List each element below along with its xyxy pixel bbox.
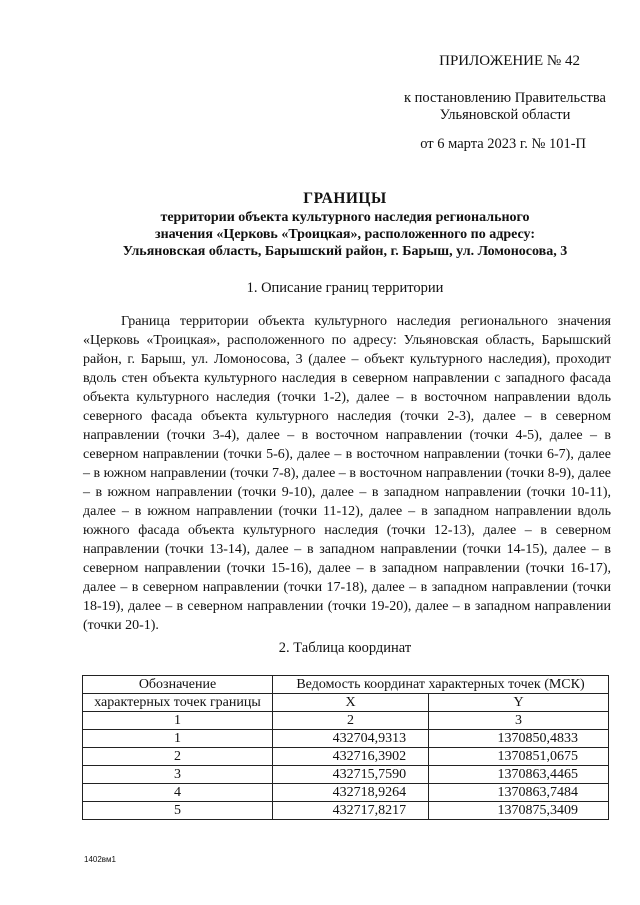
col-header-point: Обозначение xyxy=(83,676,273,694)
boundary-description: Граница территории объекта культурного наследия регионального значения «Церковь «Троицкая», расположенного по адресу: Ульяновская область, Барышский район, г. Барыш, ул. Ломоносова, 3 (далее – объект культурного наследия), проходит вдоль стен объекта культурного наследия в северном направлении с западного фасада объекта культурного наследия (точки 1-2), далее – в восточном направлении вдоль северного фасада объекта культурного наследия (точки 2-3), далее – в северном направлении (точки 3-4), далее – в восточном направлении (точки 4-5), далее – в северном направлении (точки 5-6), далее – в восточном направлении (точки 6-7), далее – в южном направлении (точки 7-8), далее – в восточном направлении (точки 8-9), далее – в южном направлении (точки 9-10), далее – в западном направлении (точки 10-11), далее – в южном направлении (точки 11-12), далее – в западном направлении вдоль южного фасада объекта культурного наследия (точки 12-13), далее – в северном направлении (точки 13-14), далее – в западном направлении (точки 14-15), далее – в северном направлении (точки 15-16), далее – в западном направлении (точки 16-17), далее – в северном направлении (точки 17-18), далее – в западном направлении (точки 18-19), далее – в северном направлении (точки 19-20), далее – в западном направлении (точки 20-1). xyxy=(83,314,611,633)
table-row xyxy=(83,748,609,766)
col-number: 1 xyxy=(83,712,273,730)
col-header-point-sub: характерных точек границы xyxy=(83,694,273,712)
col-number: 2 xyxy=(273,712,429,730)
point-x: 432704,9313 xyxy=(273,730,429,748)
document-code: 1402вм1 xyxy=(84,855,116,864)
resolution-line-1: к постановлению Правительства xyxy=(404,90,606,106)
point-x: 432715,7590 xyxy=(273,766,429,784)
point-x: 432716,3902 xyxy=(273,748,429,766)
table-header-row xyxy=(83,694,609,712)
table-row xyxy=(83,766,609,784)
section-1-heading: 1. Описание границ территории xyxy=(246,280,444,296)
table-header-row xyxy=(83,676,609,694)
resolution-reference xyxy=(404,90,606,124)
document-subtitle xyxy=(60,209,630,260)
col-number: 3 xyxy=(429,712,609,730)
col-header-coordinates: Ведомость координат характерных точек (МСК) xyxy=(273,676,609,694)
resolution-date: от 6 марта 2023 г. № 101-П xyxy=(420,136,586,152)
coordinates-table xyxy=(82,675,609,820)
subtitle-line-2: значения «Церковь «Троицкая», расположенного по адресу: xyxy=(154,227,536,242)
subtitle-line-1: территории объекта культурного наследия регионального xyxy=(160,210,530,225)
point-id: 2 xyxy=(83,748,273,766)
point-y: 1370875,3409 xyxy=(429,802,609,820)
point-y: 1370850,4833 xyxy=(429,730,609,748)
subtitle-line-3: Ульяновская область, Барышский район, г. Барыш, ул. Ломоносова, 3 xyxy=(122,244,568,259)
resolution-line-2: Ульяновской области xyxy=(439,107,571,123)
point-id: 4 xyxy=(83,784,273,802)
point-y: 1370863,7484 xyxy=(429,784,609,802)
point-x: 432717,8217 xyxy=(273,802,429,820)
table-row xyxy=(83,784,609,802)
table-row xyxy=(83,802,609,820)
table-number-row xyxy=(83,712,609,730)
table-row xyxy=(83,730,609,748)
document-title: ГРАНИЦЫ xyxy=(303,190,387,207)
point-id: 3 xyxy=(83,766,273,784)
point-y: 1370863,4465 xyxy=(429,766,609,784)
point-id: 1 xyxy=(83,730,273,748)
col-header-y: Y xyxy=(429,694,609,712)
col-header-x: X xyxy=(273,694,429,712)
point-id: 5 xyxy=(83,802,273,820)
point-y: 1370851,0675 xyxy=(429,748,609,766)
appendix-number: ПРИЛОЖЕНИЕ № 42 xyxy=(439,53,580,69)
section-2-heading: 2. Таблица координат xyxy=(278,640,412,656)
point-x: 432718,9264 xyxy=(273,784,429,802)
